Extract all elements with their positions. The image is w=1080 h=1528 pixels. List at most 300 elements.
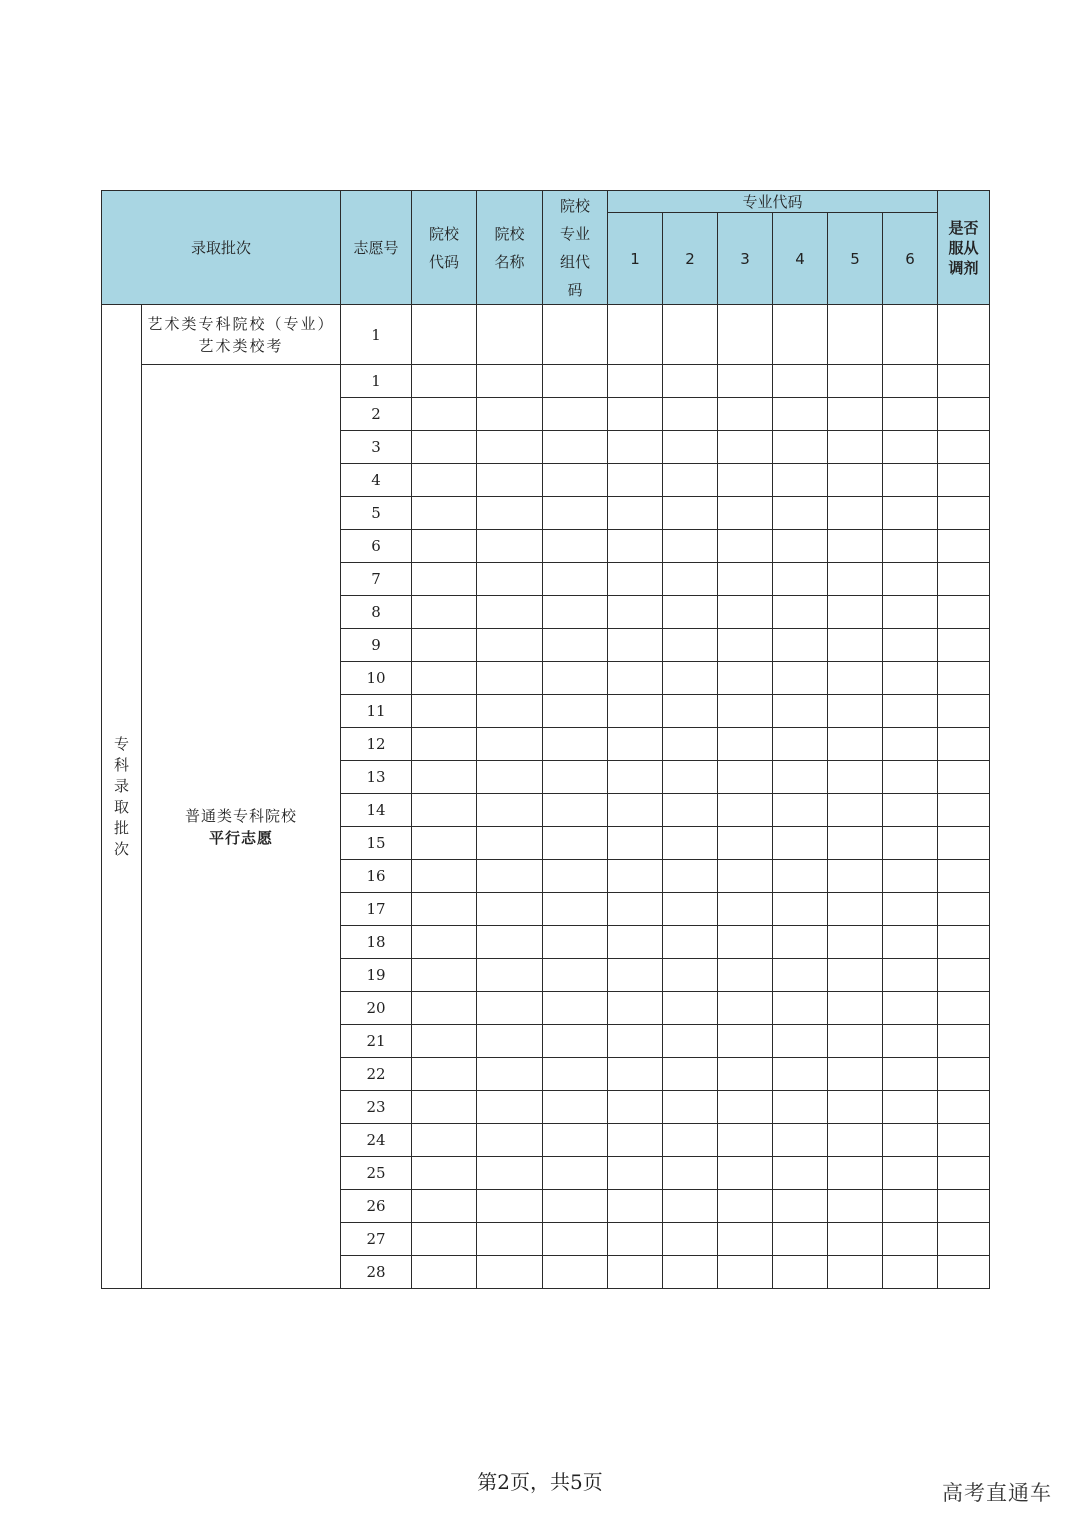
major-code-cell[interactable] [883, 365, 938, 398]
major-code-cell[interactable] [828, 761, 883, 794]
school-code-cell[interactable] [412, 497, 477, 530]
major-code-cell[interactable] [718, 761, 773, 794]
major-code-cell[interactable] [773, 1223, 828, 1256]
major-code-cell[interactable] [828, 629, 883, 662]
major-code-cell[interactable] [718, 893, 773, 926]
school-name-cell[interactable] [477, 1025, 543, 1058]
major-code-cell[interactable] [883, 464, 938, 497]
major-code-cell[interactable] [718, 1190, 773, 1223]
school-name-cell[interactable] [477, 1124, 543, 1157]
major-code-cell[interactable] [828, 1223, 883, 1256]
school-name-cell[interactable] [477, 1256, 543, 1289]
header-adjust [938, 191, 990, 305]
major-code-cell[interactable] [663, 398, 718, 431]
adjust-cell[interactable] [938, 959, 990, 992]
group-code-cell[interactable] [543, 596, 608, 629]
school-name-cell[interactable] [477, 926, 543, 959]
major-code-cell[interactable] [773, 398, 828, 431]
major-code-cell[interactable] [773, 959, 828, 992]
major-code-cell[interactable] [828, 992, 883, 1025]
major-code-cell[interactable] [828, 893, 883, 926]
school-code-cell[interactable] [412, 992, 477, 1025]
major-code-cell[interactable] [663, 305, 718, 365]
adjust-cell[interactable] [938, 596, 990, 629]
major-code-cell[interactable] [828, 365, 883, 398]
school-name-cell[interactable] [477, 431, 543, 464]
major-code-cell[interactable] [608, 959, 663, 992]
major-code-cell[interactable] [608, 827, 663, 860]
adjust-cell[interactable] [938, 530, 990, 563]
major-code-cell[interactable] [883, 728, 938, 761]
major-code-cell[interactable] [718, 959, 773, 992]
major-code-cell[interactable] [718, 530, 773, 563]
school-name-cell[interactable] [477, 464, 543, 497]
adjust-cell[interactable] [938, 926, 990, 959]
major-code-cell[interactable] [608, 728, 663, 761]
major-code-cell[interactable] [883, 398, 938, 431]
major-code-cell[interactable] [883, 596, 938, 629]
major-code-cell[interactable] [773, 431, 828, 464]
school-code-cell[interactable] [412, 1223, 477, 1256]
school-code-cell[interactable] [412, 305, 477, 365]
adjust-cell[interactable] [938, 794, 990, 827]
school-code-cell[interactable] [412, 1124, 477, 1157]
school-code-cell[interactable] [412, 926, 477, 959]
major-code-cell[interactable] [828, 827, 883, 860]
major-code-cell[interactable] [773, 827, 828, 860]
major-code-cell[interactable] [883, 695, 938, 728]
group-code-cell[interactable] [543, 860, 608, 893]
major-code-cell[interactable] [773, 1256, 828, 1289]
major-code-cell[interactable] [718, 305, 773, 365]
major-code-cell[interactable] [663, 926, 718, 959]
major-code-cell[interactable] [828, 695, 883, 728]
major-code-cell[interactable] [718, 926, 773, 959]
group-code-cell[interactable] [543, 629, 608, 662]
group-code-cell[interactable] [543, 662, 608, 695]
major-code-cell[interactable] [608, 695, 663, 728]
school-code-cell[interactable] [412, 1025, 477, 1058]
major-code-cell[interactable] [608, 662, 663, 695]
major-code-cell[interactable] [773, 1124, 828, 1157]
major-code-cell[interactable] [828, 497, 883, 530]
major-code-cell[interactable] [663, 662, 718, 695]
major-code-cell[interactable] [773, 596, 828, 629]
school-code-cell[interactable] [412, 893, 477, 926]
school-code-cell[interactable] [412, 365, 477, 398]
major-code-cell[interactable] [718, 431, 773, 464]
major-code-cell[interactable] [663, 1091, 718, 1124]
school-code-cell[interactable] [412, 464, 477, 497]
school-code-cell[interactable] [412, 827, 477, 860]
group-code-cell[interactable] [543, 1025, 608, 1058]
major-code-cell[interactable] [663, 629, 718, 662]
school-name-cell[interactable] [477, 959, 543, 992]
school-code-cell[interactable] [412, 1190, 477, 1223]
group-code-cell[interactable] [543, 530, 608, 563]
major-code-cell[interactable] [883, 761, 938, 794]
major-code-cell[interactable] [608, 860, 663, 893]
major-code-cell[interactable] [663, 563, 718, 596]
adjust-cell[interactable] [938, 497, 990, 530]
adjust-cell[interactable] [938, 1190, 990, 1223]
major-code-cell[interactable] [883, 860, 938, 893]
header-school-code-line: 院校 [428, 224, 459, 243]
major-code-cell[interactable] [828, 398, 883, 431]
group-code-cell[interactable] [543, 398, 608, 431]
major-code-cell[interactable] [773, 365, 828, 398]
adjust-cell[interactable] [938, 365, 990, 398]
major-code-cell[interactable] [773, 926, 828, 959]
major-code-cell[interactable] [718, 1025, 773, 1058]
major-code-cell[interactable] [718, 860, 773, 893]
major-code-cell[interactable] [828, 926, 883, 959]
group-code-cell[interactable] [543, 305, 608, 365]
school-name-cell[interactable] [477, 860, 543, 893]
school-code-cell[interactable] [412, 1256, 477, 1289]
group-code-cell[interactable] [543, 728, 608, 761]
major-code-cell[interactable] [663, 959, 718, 992]
school-name-cell[interactable] [477, 629, 543, 662]
major-code-cell[interactable] [883, 1025, 938, 1058]
group-code-cell[interactable] [543, 563, 608, 596]
major-code-cell[interactable] [773, 1157, 828, 1190]
major-code-cell[interactable] [773, 305, 828, 365]
group-code-cell[interactable] [543, 1157, 608, 1190]
major-code-cell[interactable] [608, 398, 663, 431]
major-code-cell[interactable] [663, 695, 718, 728]
school-code-cell[interactable] [412, 761, 477, 794]
school-name-cell[interactable] [477, 1091, 543, 1124]
major-code-cell[interactable] [773, 530, 828, 563]
major-code-cell[interactable] [608, 365, 663, 398]
school-name-cell[interactable] [477, 365, 543, 398]
major-code-cell[interactable] [718, 398, 773, 431]
major-code-cell[interactable] [773, 662, 828, 695]
major-code-cell[interactable] [828, 530, 883, 563]
art-category-line1: 艺术类专科院校（专业） [147, 314, 335, 333]
major-code-cell[interactable] [828, 662, 883, 695]
adjust-cell[interactable] [938, 305, 990, 365]
school-name-cell[interactable] [477, 563, 543, 596]
adjust-cell[interactable] [938, 893, 990, 926]
major-code-cell[interactable] [718, 1091, 773, 1124]
school-name-cell[interactable] [477, 827, 543, 860]
adjust-cell[interactable] [938, 1157, 990, 1190]
major-code-cell[interactable] [663, 728, 718, 761]
major-code-cell[interactable] [663, 1058, 718, 1091]
major-code-cell[interactable] [718, 596, 773, 629]
major-code-cell[interactable] [608, 629, 663, 662]
major-code-cell[interactable] [828, 596, 883, 629]
major-code-cell[interactable] [883, 926, 938, 959]
adjust-cell[interactable] [938, 629, 990, 662]
wish-number: 18 [341, 926, 412, 959]
major-code-cell[interactable] [663, 497, 718, 530]
major-code-cell[interactable] [828, 1124, 883, 1157]
school-code-cell[interactable] [412, 596, 477, 629]
school-name-cell[interactable] [477, 596, 543, 629]
school-name-cell[interactable] [477, 728, 543, 761]
major-code-cell[interactable] [883, 305, 938, 365]
major-code-cell[interactable] [883, 1091, 938, 1124]
adjust-cell[interactable] [938, 464, 990, 497]
major-code-cell[interactable] [718, 1124, 773, 1157]
adjust-cell[interactable] [938, 1025, 990, 1058]
school-name-cell[interactable] [477, 662, 543, 695]
school-code-cell[interactable] [412, 959, 477, 992]
major-code-cell[interactable] [718, 695, 773, 728]
major-code-cell[interactable] [773, 563, 828, 596]
major-code-cell[interactable] [773, 695, 828, 728]
major-code-cell[interactable] [883, 497, 938, 530]
major-code-cell[interactable] [773, 1091, 828, 1124]
major-code-cell[interactable] [663, 1256, 718, 1289]
major-code-cell[interactable] [608, 926, 663, 959]
group-code-cell[interactable] [543, 365, 608, 398]
major-code-cell[interactable] [608, 1157, 663, 1190]
major-code-cell[interactable] [718, 827, 773, 860]
major-code-cell[interactable] [828, 431, 883, 464]
major-code-cell[interactable] [663, 1124, 718, 1157]
major-code-cell[interactable] [718, 992, 773, 1025]
group-code-cell[interactable] [543, 992, 608, 1025]
major-code-cell[interactable] [883, 1124, 938, 1157]
school-code-cell[interactable] [412, 1157, 477, 1190]
major-code-cell[interactable] [718, 794, 773, 827]
wish-number: 4 [341, 464, 412, 497]
major-code-cell[interactable] [663, 992, 718, 1025]
school-name-cell[interactable] [477, 761, 543, 794]
major-code-cell[interactable] [718, 1058, 773, 1091]
major-code-cell[interactable] [883, 530, 938, 563]
major-code-cell[interactable] [773, 728, 828, 761]
major-code-cell[interactable] [828, 860, 883, 893]
major-code-cell[interactable] [773, 893, 828, 926]
school-code-cell[interactable] [412, 629, 477, 662]
school-code-cell[interactable] [412, 563, 477, 596]
school-name-cell[interactable] [477, 1157, 543, 1190]
school-name-cell[interactable] [477, 1190, 543, 1223]
school-code-cell[interactable] [412, 662, 477, 695]
school-code-cell[interactable] [412, 1058, 477, 1091]
major-code-cell[interactable] [883, 1223, 938, 1256]
major-code-cell[interactable] [663, 1157, 718, 1190]
major-code-cell[interactable] [608, 1091, 663, 1124]
group-code-cell[interactable] [543, 695, 608, 728]
major-code-cell[interactable] [718, 365, 773, 398]
major-code-cell[interactable] [828, 1157, 883, 1190]
group-code-cell[interactable] [543, 794, 608, 827]
major-code-cell[interactable] [773, 464, 828, 497]
group-code-cell[interactable] [543, 497, 608, 530]
school-code-cell[interactable] [412, 695, 477, 728]
major-code-cell[interactable] [883, 1058, 938, 1091]
header-major-col: 3 [718, 213, 773, 305]
major-code-cell[interactable] [883, 431, 938, 464]
major-code-cell[interactable] [608, 1190, 663, 1223]
group-code-cell[interactable] [543, 893, 608, 926]
major-code-cell[interactable] [883, 629, 938, 662]
major-code-cell[interactable] [773, 992, 828, 1025]
major-code-cell[interactable] [608, 305, 663, 365]
major-code-cell[interactable] [828, 1025, 883, 1058]
adjust-cell[interactable] [938, 563, 990, 596]
group-code-cell[interactable] [543, 761, 608, 794]
major-code-cell[interactable] [663, 761, 718, 794]
school-code-cell[interactable] [412, 860, 477, 893]
major-code-cell[interactable] [608, 1124, 663, 1157]
major-code-cell[interactable] [663, 794, 718, 827]
major-code-cell[interactable] [883, 563, 938, 596]
major-code-cell[interactable] [608, 1025, 663, 1058]
major-code-cell[interactable] [828, 1058, 883, 1091]
major-code-cell[interactable] [608, 1256, 663, 1289]
major-code-cell[interactable] [718, 464, 773, 497]
major-code-cell[interactable] [718, 728, 773, 761]
major-code-cell[interactable] [663, 893, 718, 926]
school-name-cell[interactable] [477, 1058, 543, 1091]
major-code-cell[interactable] [828, 464, 883, 497]
group-code-cell[interactable] [543, 1058, 608, 1091]
major-code-cell[interactable] [608, 596, 663, 629]
major-code-cell[interactable] [718, 662, 773, 695]
major-code-cell[interactable] [608, 1223, 663, 1256]
adjust-cell[interactable] [938, 827, 990, 860]
major-code-cell[interactable] [608, 794, 663, 827]
major-code-cell[interactable] [773, 794, 828, 827]
major-code-cell[interactable] [773, 629, 828, 662]
adjust-cell[interactable] [938, 761, 990, 794]
major-code-cell[interactable] [608, 1058, 663, 1091]
school-name-cell[interactable] [477, 893, 543, 926]
major-code-cell[interactable] [663, 431, 718, 464]
major-code-cell[interactable] [883, 959, 938, 992]
major-code-cell[interactable] [663, 827, 718, 860]
major-code-cell[interactable] [663, 464, 718, 497]
major-code-cell[interactable] [608, 563, 663, 596]
school-name-cell[interactable] [477, 497, 543, 530]
school-name-cell[interactable] [477, 794, 543, 827]
adjust-cell[interactable] [938, 431, 990, 464]
adjust-cell[interactable] [938, 662, 990, 695]
major-code-cell[interactable] [663, 1223, 718, 1256]
header-adjust-line: 调剂 [948, 258, 979, 277]
major-code-cell[interactable] [828, 563, 883, 596]
group-code-cell[interactable] [543, 1091, 608, 1124]
major-code-cell[interactable] [773, 860, 828, 893]
major-code-cell[interactable] [883, 662, 938, 695]
group-code-cell[interactable] [543, 431, 608, 464]
adjust-cell[interactable] [938, 1091, 990, 1124]
school-name-cell[interactable] [477, 398, 543, 431]
major-code-cell[interactable] [663, 365, 718, 398]
major-code-cell[interactable] [608, 497, 663, 530]
major-code-cell[interactable] [883, 992, 938, 1025]
school-code-cell[interactable] [412, 1091, 477, 1124]
school-name-cell[interactable] [477, 992, 543, 1025]
major-code-cell[interactable] [663, 596, 718, 629]
header-major-col: 1 [608, 213, 663, 305]
adjust-cell[interactable] [938, 1223, 990, 1256]
major-code-cell[interactable] [718, 497, 773, 530]
major-code-cell[interactable] [828, 1091, 883, 1124]
school-name-cell[interactable] [477, 530, 543, 563]
adjust-cell[interactable] [938, 695, 990, 728]
major-code-cell[interactable] [828, 728, 883, 761]
group-code-cell[interactable] [543, 1124, 608, 1157]
major-code-cell[interactable] [883, 893, 938, 926]
major-code-cell[interactable] [773, 1025, 828, 1058]
major-code-cell[interactable] [718, 1223, 773, 1256]
major-code-cell[interactable] [773, 761, 828, 794]
adjust-cell[interactable] [938, 1058, 990, 1091]
group-code-cell[interactable] [543, 1190, 608, 1223]
school-name-cell[interactable] [477, 1223, 543, 1256]
adjust-cell[interactable] [938, 1124, 990, 1157]
major-code-cell[interactable] [608, 464, 663, 497]
school-code-cell[interactable] [412, 728, 477, 761]
header-batch: 录取批次 [102, 191, 341, 305]
major-code-cell[interactable] [663, 530, 718, 563]
school-name-cell[interactable] [477, 305, 543, 365]
school-code-cell[interactable] [412, 794, 477, 827]
major-code-cell[interactable] [608, 893, 663, 926]
group-code-cell[interactable] [543, 827, 608, 860]
major-code-cell[interactable] [883, 827, 938, 860]
school-name-cell[interactable] [477, 695, 543, 728]
major-code-cell[interactable] [608, 431, 663, 464]
school-code-cell[interactable] [412, 530, 477, 563]
major-code-cell[interactable] [718, 1256, 773, 1289]
group-code-cell[interactable] [543, 1256, 608, 1289]
major-code-cell[interactable] [718, 1157, 773, 1190]
major-code-cell[interactable] [773, 1190, 828, 1223]
major-code-cell[interactable] [828, 1256, 883, 1289]
group-code-cell[interactable] [543, 464, 608, 497]
major-code-cell[interactable] [828, 959, 883, 992]
major-code-cell[interactable] [608, 992, 663, 1025]
major-code-cell[interactable] [883, 1190, 938, 1223]
group-code-cell[interactable] [543, 1223, 608, 1256]
major-code-cell[interactable] [773, 1058, 828, 1091]
adjust-cell[interactable] [938, 728, 990, 761]
major-code-cell[interactable] [828, 794, 883, 827]
group-code-cell[interactable] [543, 926, 608, 959]
major-code-cell[interactable] [828, 305, 883, 365]
adjust-cell[interactable] [938, 992, 990, 1025]
school-code-cell[interactable] [412, 398, 477, 431]
major-code-cell[interactable] [663, 860, 718, 893]
major-code-cell[interactable] [663, 1190, 718, 1223]
major-code-cell[interactable] [883, 1256, 938, 1289]
major-code-cell[interactable] [828, 1190, 883, 1223]
adjust-cell[interactable] [938, 860, 990, 893]
major-code-cell[interactable] [608, 761, 663, 794]
group-code-cell[interactable] [543, 959, 608, 992]
major-code-cell[interactable] [883, 794, 938, 827]
major-code-cell[interactable] [883, 1157, 938, 1190]
adjust-cell[interactable] [938, 398, 990, 431]
major-code-cell[interactable] [718, 629, 773, 662]
major-code-cell[interactable] [773, 497, 828, 530]
school-code-cell[interactable] [412, 431, 477, 464]
major-code-cell[interactable] [718, 563, 773, 596]
major-code-cell[interactable] [663, 1025, 718, 1058]
adjust-cell[interactable] [938, 1256, 990, 1289]
wish-number: 6 [341, 530, 412, 563]
major-code-cell[interactable] [608, 530, 663, 563]
